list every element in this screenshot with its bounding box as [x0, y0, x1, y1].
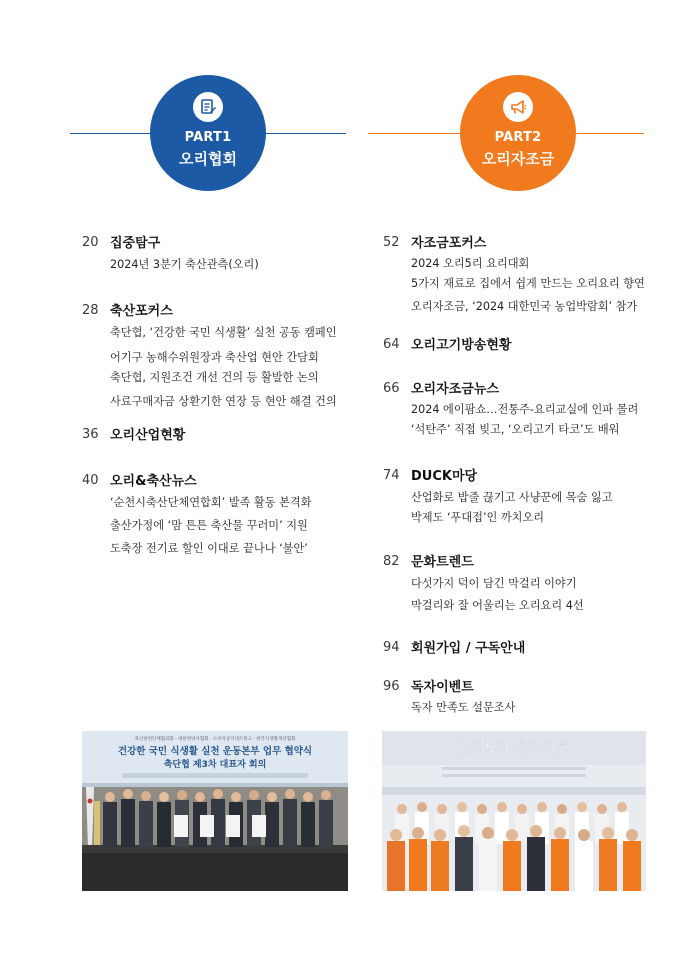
article-line: 산업화로 밥줄 끊기고 사냥꾼에 목숨 잃고	[411, 491, 613, 504]
part1-label: PART1	[184, 130, 232, 145]
article-line: ‘석탄주’ 직접 빚고, ‘오리고기 타코’도 배워	[411, 423, 620, 436]
article-line: 독자 만족도 설문조사	[411, 701, 516, 714]
section-title: 축산포커스	[110, 304, 173, 319]
toc-entry[interactable]	[383, 554, 673, 640]
article-line: 박제도 ‘푸대접’인 까치오리	[411, 511, 545, 524]
page-number: 96	[383, 679, 400, 694]
article-line: 축단협, ‘건강한 국민 식생활’ 실천 공동 캠페인	[110, 326, 337, 339]
article-line: 2024 오리5리 요리대회	[411, 257, 530, 270]
page-number: 40	[82, 473, 99, 488]
page-number: 74	[383, 468, 400, 483]
section-title: 오리고기방송현황	[411, 338, 512, 353]
toc-entry[interactable]	[82, 303, 372, 427]
section-title: 오리산업현황	[110, 428, 186, 443]
section-title: 독자이벤트	[411, 680, 474, 695]
toc-entry[interactable]	[383, 235, 673, 337]
toc-entry[interactable]	[82, 473, 372, 559]
article-line: 2024 에이팜쇼…전통주-요리교실에 인파 몰려	[411, 403, 639, 416]
part1-badge	[150, 75, 266, 191]
article-line: ‘순천시축산단체연합회’ 발족 활동 본격화	[110, 496, 312, 509]
article-line: 오리자조금, ‘2024 대한민국 농업박람회’ 참가	[411, 300, 638, 313]
toc-entry[interactable]	[383, 679, 673, 718]
section-title: 집중탐구	[110, 236, 161, 251]
page-number: 66	[383, 381, 400, 396]
toc-entry[interactable]	[383, 381, 673, 468]
part2-name: 오리자조금	[481, 150, 555, 168]
article-line: 다섯가지 덕이 담긴 막걸리 이야기	[411, 577, 577, 590]
article-line: 도축장 전기료 할인 이대로 끝나나 ‘불안’	[110, 542, 308, 555]
page-number: 52	[383, 235, 400, 250]
article-line: 막걸리와 잘 어울리는 오리요리 4선	[411, 599, 584, 612]
article-line: 출산가정에 ‘맘 튼튼 축산물 꾸러미’ 지원	[110, 519, 308, 532]
part1-name: 오리협회	[179, 150, 237, 168]
toc-entry[interactable]	[383, 337, 673, 381]
megaphone-icon	[503, 92, 533, 122]
section-title: 회원가입 / 구독안내	[411, 641, 526, 656]
toc-entry[interactable]	[383, 640, 673, 679]
section-title: 문화트렌드	[411, 555, 474, 570]
banner-title: 건강한 국민 식생활 실천 운동본부 업무 협약식	[117, 746, 313, 757]
banner-subtitle: 축단협 제3차 대표자 회의	[163, 760, 267, 770]
toc-entry[interactable]	[383, 468, 673, 554]
article-line: 5가지 재료로 집에서 쉽게 만드는 오리요리 향연	[411, 277, 645, 290]
page-number: 20	[82, 235, 99, 250]
page-number: 28	[82, 303, 99, 318]
section-title: DUCK마당	[411, 469, 478, 484]
page-number: 82	[383, 554, 400, 569]
page-number: 94	[383, 640, 400, 655]
section-title: 오리자조금뉴스	[411, 382, 499, 397]
page-number: 64	[383, 337, 400, 352]
article-line: 사료구매자금 상환기한 연장 등 현안 해결 건의	[110, 395, 337, 408]
article-line: 축단협, 지원조건 개선 건의 등 활발한 논의	[110, 371, 319, 384]
cooking-contest-photo	[382, 731, 646, 891]
page-number: 36	[82, 427, 99, 442]
toc-entry[interactable]	[82, 427, 372, 473]
banner-organizers: 축산관련단체협의회 · 대한영양사협회 · 소비자공익네트워크 · 한국식생활개선협회	[134, 737, 296, 742]
article-line: 어기구 농해수위원장과 축산업 현안 간담회	[110, 351, 319, 364]
toc-entry[interactable]	[82, 235, 372, 303]
agreement-ceremony-photo	[82, 731, 348, 891]
left-toc-column	[82, 235, 372, 559]
section-title: 오리&축산뉴스	[110, 474, 197, 489]
article-line: 2024년 3분기 축산관측(오리)	[110, 258, 259, 271]
banner-title: 오리5리 요리대회	[456, 739, 572, 757]
part2-label: PART2	[494, 130, 542, 145]
document-pen-icon	[193, 92, 223, 122]
part2-badge	[460, 75, 576, 191]
right-toc-column	[383, 235, 673, 718]
section-title: 자조금포커스	[411, 236, 487, 251]
